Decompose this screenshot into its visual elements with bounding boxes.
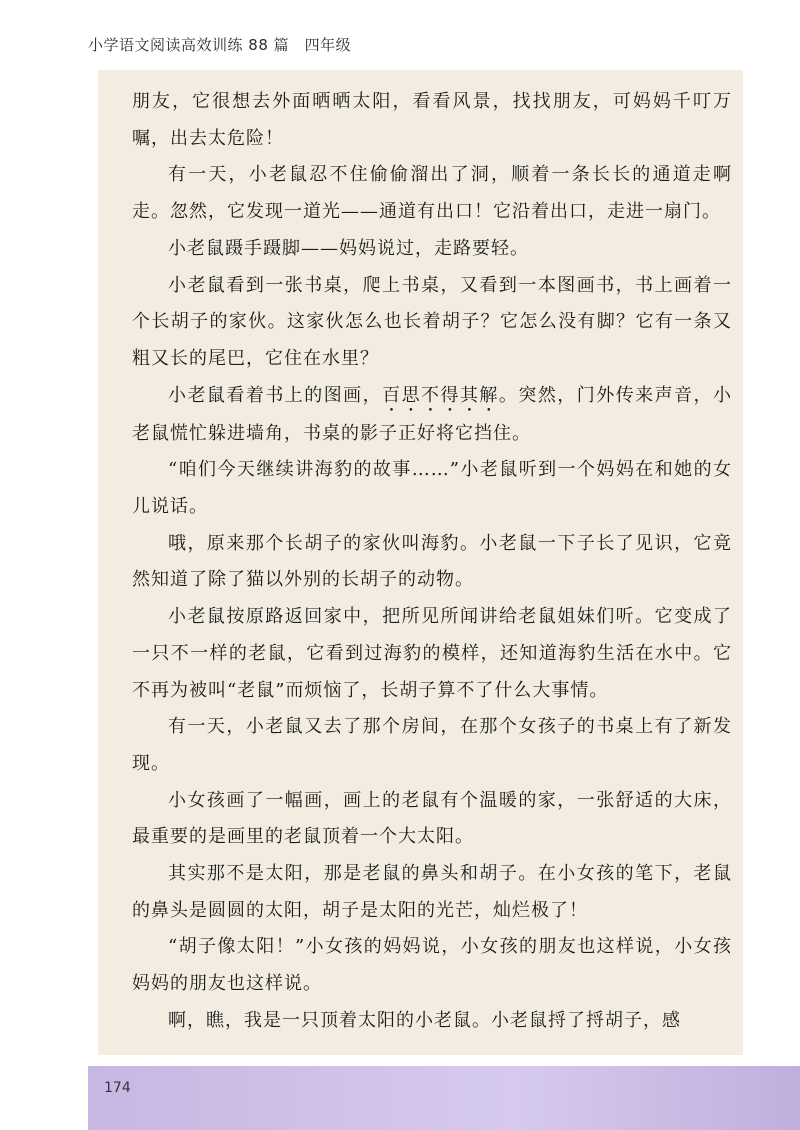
footer-band: [88, 1066, 800, 1130]
paragraph: 小女孩画了一幅画，画上的老鼠有个温暖的家，一张舒适的大床，最重要的是画里的老鼠顶着一个大太阳。: [132, 789, 732, 848]
running-header: 小学语文阅读高效训练 88 篇 四年级: [88, 36, 352, 54]
paragraph: 小老鼠蹑手蹑脚——妈妈说过，走路要轻。: [168, 237, 529, 259]
paragraph: 小老鼠按原路返回家中，把所见所闻讲给老鼠姐妹们听。它变成了一只不一样的老鼠，它看到过海豹的模样，还知道海豹生活在水中。它不再为被叫“老鼠”而烦恼了，长胡子算不了什么大事情。: [132, 606, 732, 701]
paragraph: 有一天，小老鼠又去了那个房间，在那个女孩子的书桌上有了新发现。: [132, 716, 732, 774]
paragraph: 有一天，小老鼠忍不住偷偷溜出了洞，顺着一条长长的通道走啊走。忽然，它发现一道光——通道有出口！它沿着出口，走进一扇门。: [132, 164, 732, 223]
page-number: 174: [104, 1080, 131, 1096]
paragraph-text-after: 。突然，门外传来声音，小老鼠慌忙躲进墙角，书桌的影子正好将它挡住。: [132, 384, 733, 444]
paragraph: 小老鼠看到一张书桌，爬上书桌，又看到一本图画书，书上画着一个长胡子的家伙。这家伙怎么也长着胡子？它怎么没有脚？它有一条又粗又长的尾巴，它住在水里？: [132, 274, 732, 369]
paragraph: 朋友，它很想去外面晒晒太阳，看看风景，找找朋友，可妈妈千叮万嘱，出去太危险！: [132, 91, 732, 149]
emphasized-phrase: 百思不得其解: [382, 384, 499, 406]
paragraph: “咱们今天继续讲海豹的故事……”小老鼠听到一个妈妈在和她的女儿说话。: [132, 459, 732, 518]
paragraph-text-before: 小老鼠看着书上的图画，: [168, 384, 383, 406]
paragraph-with-emphasis: [132, 378, 732, 453]
paragraph: 其实那不是太阳，那是老鼠的鼻头和胡子。在小女孩的笔下，老鼠的鼻头是圆圆的太阳，胡子是太阳的光芒，灿烂极了！: [132, 863, 732, 921]
paragraph: “胡子像太阳！”小女孩的妈妈说，小女孩的朋友也这样说，小女孩妈妈的朋友也这样说。: [132, 936, 732, 995]
reading-passage: [132, 84, 732, 1040]
paragraph: 啊，瞧，我是一只顶着太阳的小老鼠。小老鼠捋了捋胡子，感: [168, 1009, 681, 1031]
paragraph: 哦，原来那个长胡子的家伙叫海豹。小老鼠一下子长了见识，它竟然知道了除了猫以外别的长胡子的动物。: [132, 532, 732, 591]
